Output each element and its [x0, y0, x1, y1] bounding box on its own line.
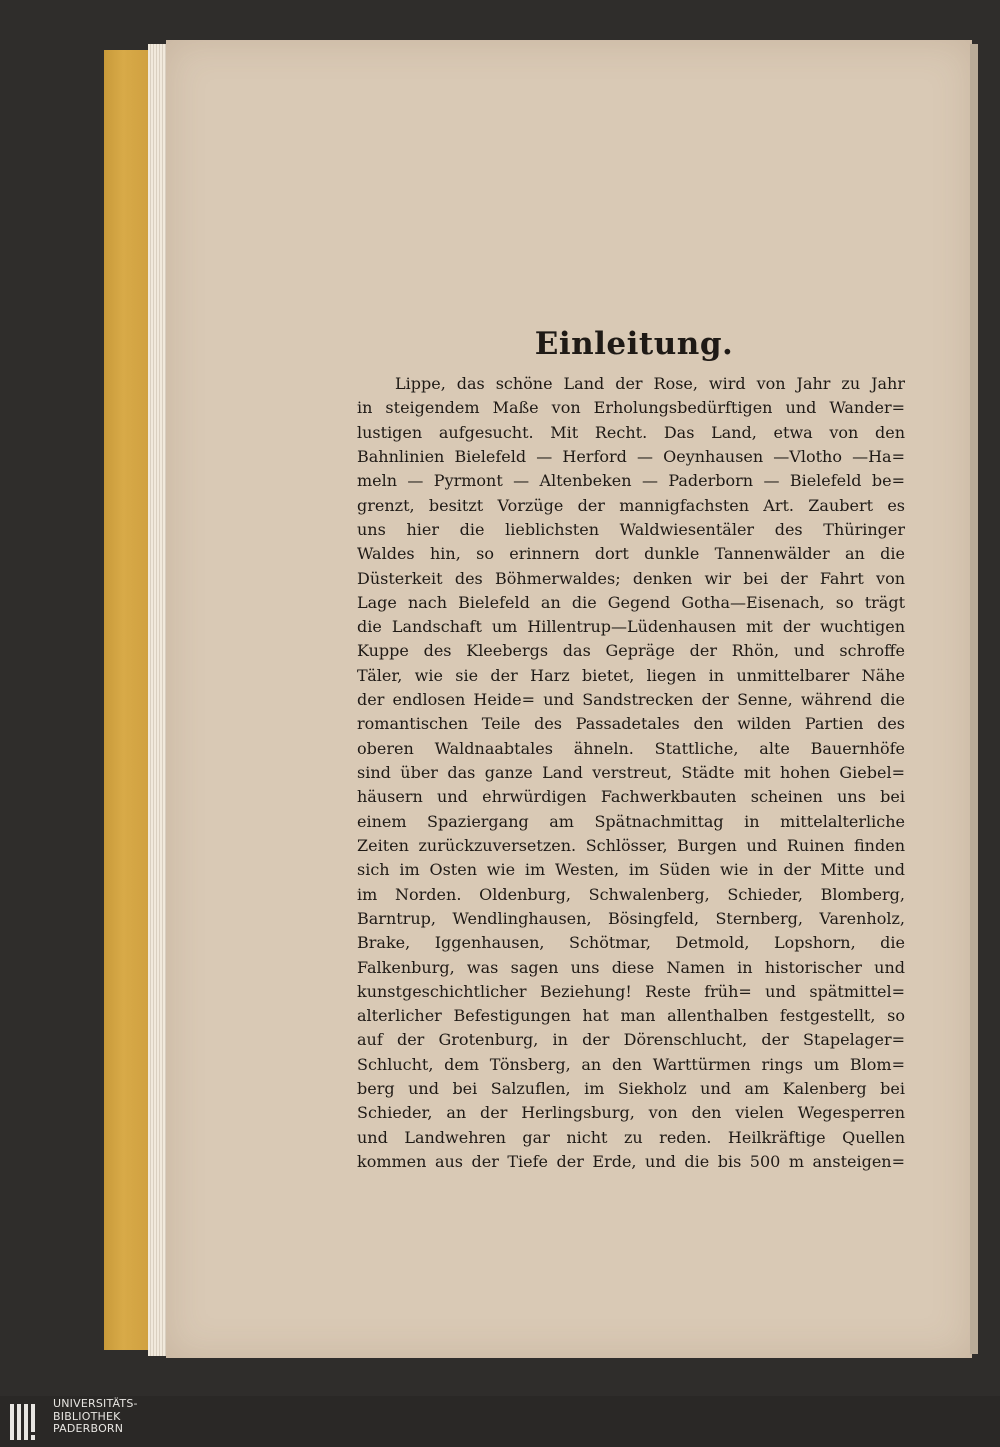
text-line: der endlosen Heide= und Sandstrecken der Senne, während die — [357, 690, 905, 710]
text-line: sind über das ganze Land verstreut, Städte mit hohen Giebel= — [357, 763, 905, 782]
text-line: oberen Waldnaabtales ähneln. Stattliche, alte Bauernhöfe — [357, 738, 905, 758]
logo-line: UNIVERSITÄTS- — [53, 1397, 138, 1410]
text-line: einem Spaziergang am Spätnachmittag in mittelalterliche — [357, 811, 905, 831]
text-line: die Landschaft um Hillentrup—Lüdenhausen mit der wuchtigen — [357, 617, 905, 637]
text-line: grenzt, besitzt Vorzüge der mannigfachsten Art. Zaubert es — [357, 495, 905, 515]
library-logo-text — [53, 1398, 138, 1436]
chapter-title: Einleitung. — [534, 326, 734, 362]
text-line: Schlucht, dem Tönsberg, an den Warttürmen rings um Blom= — [357, 1054, 905, 1074]
text-line: uns hier die lieblichsten Waldwiesentäler des Thüringer — [357, 519, 905, 539]
footer-bar — [0, 1396, 1000, 1447]
logo-line: BIBLIOTHEK — [53, 1409, 121, 1423]
text-line: Brake, Iggenhausen, Schötmar, Detmold, Lopshorn, die — [357, 933, 905, 953]
text-line: Zeiten zurückzuversetzen. Schlösser, Burgen und Ruinen finden — [357, 835, 905, 855]
text-line: sich im Osten wie im Westen, im Süden wie in der Mitte und — [357, 860, 905, 880]
text-line: Lippe, das schöne Land der Rose, wird von Jahr zu Jahr — [395, 374, 905, 393]
text-line: in steigendem Maße von Erholungsbedürftigen und Wander= — [357, 398, 905, 418]
text-line: Waldes hin, so erinnern dort dunkle Tannenwälder an die — [357, 544, 905, 564]
library-logo-icon — [8, 1400, 46, 1444]
text-line: lustigen aufgesucht. Mit Recht. Das Land, etwa von den — [357, 422, 905, 442]
text-line: Kuppe des Kleebergs das Gepräge der Rhön, und schroffe — [357, 641, 905, 661]
body-text — [357, 372, 905, 1174]
text-line: Barntrup, Wendlinghausen, Bösingfeld, Sternberg, Varenholz, — [357, 908, 905, 928]
text-line: Bahnlinien Bielefeld — Herford — Oeynhausen —Vlotho —Ha= — [357, 446, 905, 466]
text-line: kommen aus der Tiefe der Erde, und die bis 500 m ansteigen= — [357, 1152, 905, 1171]
text-line: berg und bei Salzuflen, im Siekholz und am Kalenberg bei — [357, 1079, 905, 1099]
text-line: Lage nach Bielefeld an die Gegend Gotha—Eisenach, so trägt — [357, 592, 905, 612]
text-line: meln — Pyrmont — Altenbeken — Paderborn — Bielefeld be= — [357, 471, 905, 491]
text-line: alterlicher Befestigungen hat man allenthalben festgestellt, so — [357, 1006, 905, 1026]
text-line: romantischen Teile des Passadetales den wilden Partien des — [357, 714, 905, 734]
text-line: Düsterkeit des Böhmerwaldes; denken wir bei der Fahrt von — [357, 568, 905, 588]
text-line: häusern und ehrwürdigen Fachwerkbauten scheinen uns bei — [357, 787, 905, 807]
text-line: und Landwehren gar nicht zu reden. Heilkräftige Quellen — [357, 1127, 905, 1147]
text-line: Falkenburg, was sagen uns diese Namen in historischer und — [357, 957, 905, 977]
logo-line: PADERBORN — [53, 1422, 124, 1435]
text-line: Täler, wie sie der Harz bietet, liegen in unmittelbarer Nähe — [357, 665, 905, 685]
text-line: auf der Grotenburg, in der Dörenschlucht, der Stapelager= — [357, 1030, 905, 1050]
page-right-edge — [970, 44, 978, 1354]
text-line: im Norden. Oldenburg, Schwalenberg, Schieder, Blomberg, — [357, 884, 905, 904]
book-spine — [104, 50, 152, 1350]
text-line: Schieder, an der Herlingsburg, von den vielen Wegesperren — [357, 1103, 905, 1123]
text-line: kunstgeschichtlicher Beziehung! Reste früh= und spätmittel= — [357, 981, 905, 1001]
